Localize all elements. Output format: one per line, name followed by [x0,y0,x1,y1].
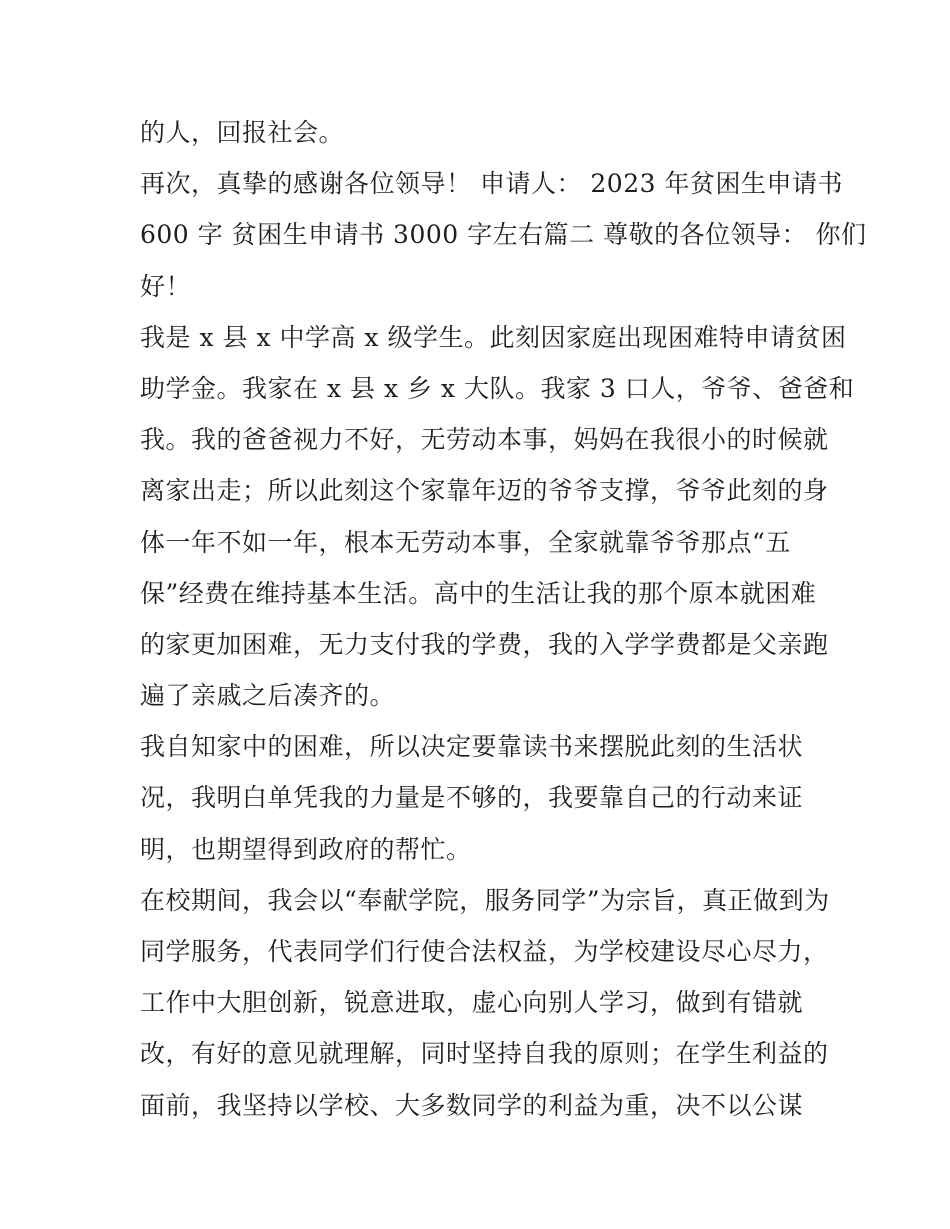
text-line: 面前，我坚持以学校、大多数同学的利益为重，决不以公谋 [140,1090,804,1120]
text-line: 离家出走；所以此刻这个家靠年迈的爷爷支撑，爷爷此刻的身 [140,476,829,506]
text-line: 改，有好的意见就理解，同时坚持自我的原则；在学生利益的 [140,1039,829,1069]
text-line: 我自知家中的困难，所以决定要靠读书来摆脱此刻的生活状 [140,732,804,762]
text-line: 保”经费在维持基本生活。高中的生活让我的那个原本就困难 [140,578,817,608]
text-line: 的人，回报社会。 [140,118,345,147]
text-line: 好！ [140,271,192,301]
text-line: 遍了亲戚之后凑齐的。 [140,681,396,711]
document-body [140,107,867,1131]
text-line: 体一年不如一年，根本无劳动本事，全家就靠爷爷那点“五 [140,527,791,557]
text-line: 在校期间，我会以“奉献学院，服务同学”为宗旨，真正做到为 [140,885,830,915]
text-line: 同学服务，代表同学们行使合法权益，为学校建设尽心尽力， [140,937,829,966]
text-line: 况，我明白单凭我的力量是不够的，我要靠自己的行动来证 [140,783,804,813]
text-line: 的家更加困难，无力支付我的学费，我的入学学费都是父亲跑 [140,629,829,659]
text-line: 明，也期望得到政府的帮忙。 [140,834,472,864]
text-line: 600 字 贫困生申请书 3000 字左右篇二 尊敬的各位领导： 你们 [140,220,867,250]
text-line: 我。我的爸爸视力不好，无劳动本事，妈妈在我很小的时候就 [140,425,829,455]
text-line: 我是 x 县 x 中学高 x 级学生。此刻因家庭出现困难特申请贫困 [140,322,847,352]
text-line: 再次，真挚的感谢各位领导！ 申请人： 2023 年贫困生申请书 [140,169,843,199]
text-line: 助学金。我家在 x 县 x 乡 x 大队。我家 3 口人，爷爷、爸爸和 [140,373,855,403]
text-line: 工作中大胆创新，锐意进取，虚心向别人学习，做到有错就 [140,988,804,1018]
